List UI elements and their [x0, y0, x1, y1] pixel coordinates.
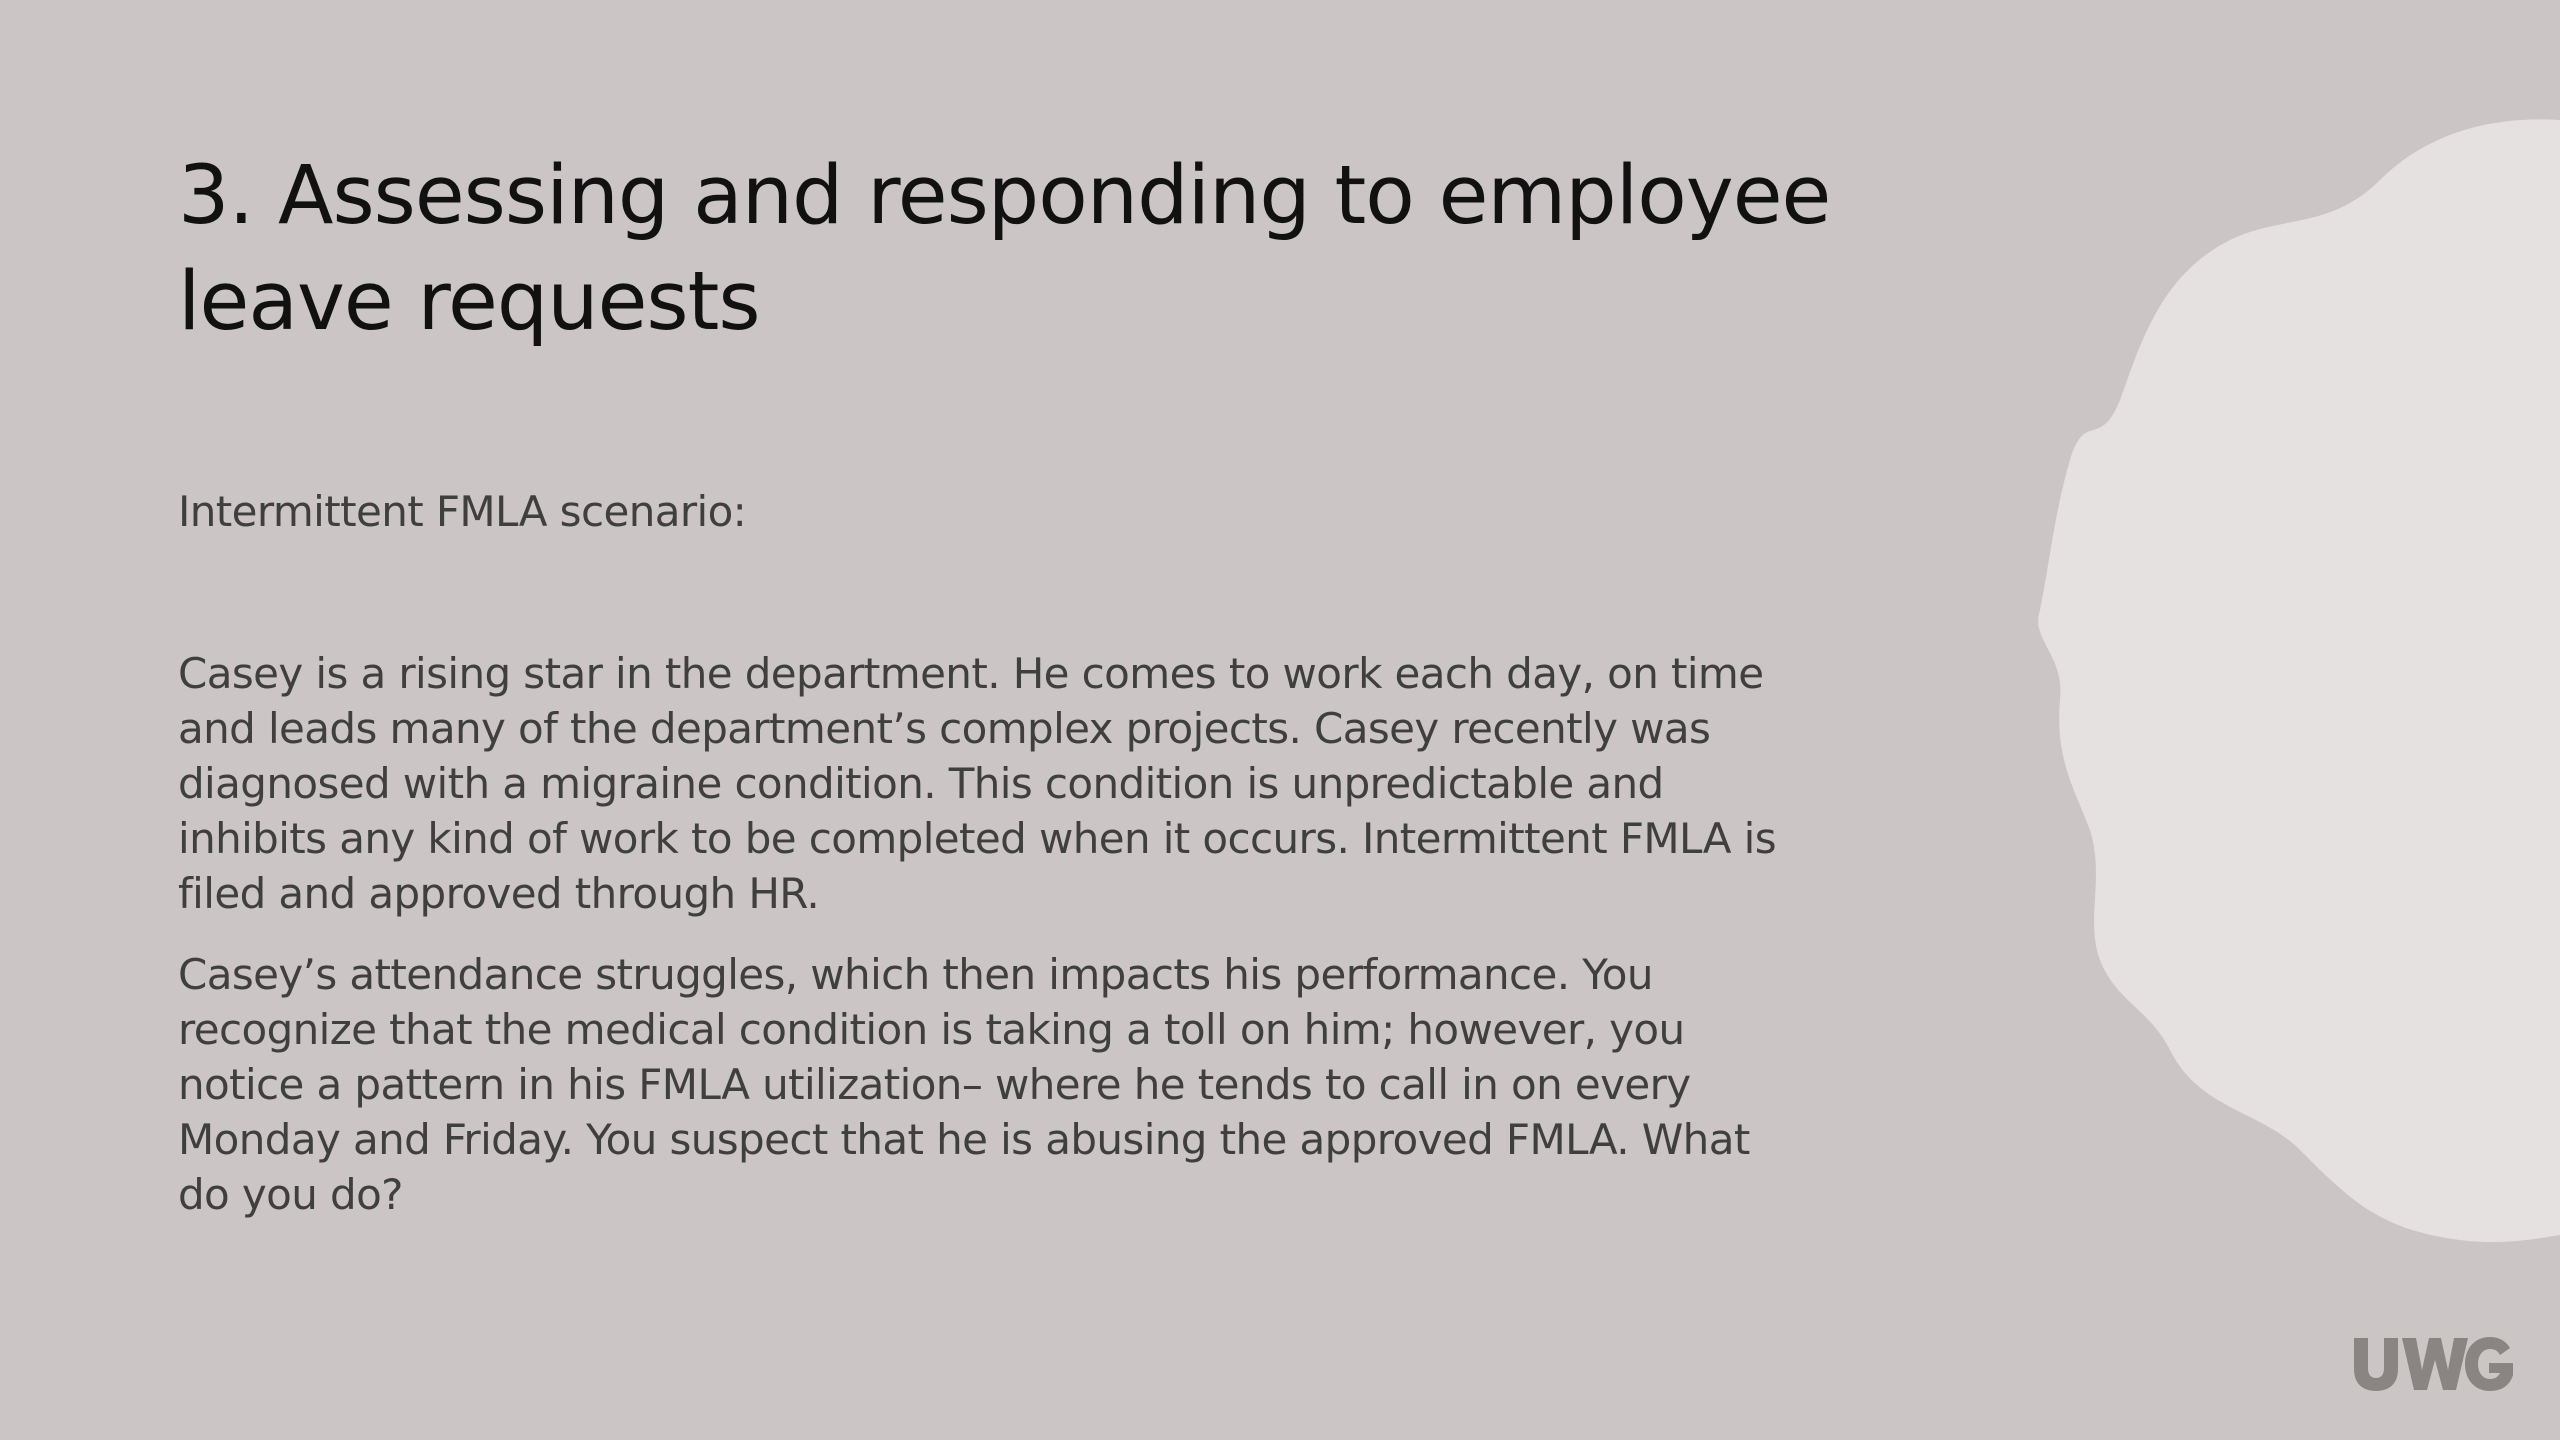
scenario-paragraph-1: Casey is a rising star in the department. He comes to work each day, on time and leads many of the department’s complex projects. Casey recently was diagnosed with a migraine condition. This condition is unpredictable and inhibits any kind of work to be completed when it occurs. Intermittent FMLA is filed and approved through HR.: [178, 649, 1777, 918]
slide-title: 3. Assessing and responding to employee leave requests: [178, 149, 1831, 349]
scenario-label: Intermittent FMLA scenario:: [178, 487, 747, 536]
slide-body: [178, 484, 1798, 1222]
scenario-paragraph-2: Casey’s attendance struggles, which then impacts his performance. You recognize that the medical condition is taking a toll on him; however, you notice a pattern in his FMLA utilization– where he tends to call in on every Monday and Friday. You suspect that he is abusing the approved FMLA. What do you do?: [178, 950, 1750, 1219]
uwg-logo: [2350, 1334, 2518, 1394]
